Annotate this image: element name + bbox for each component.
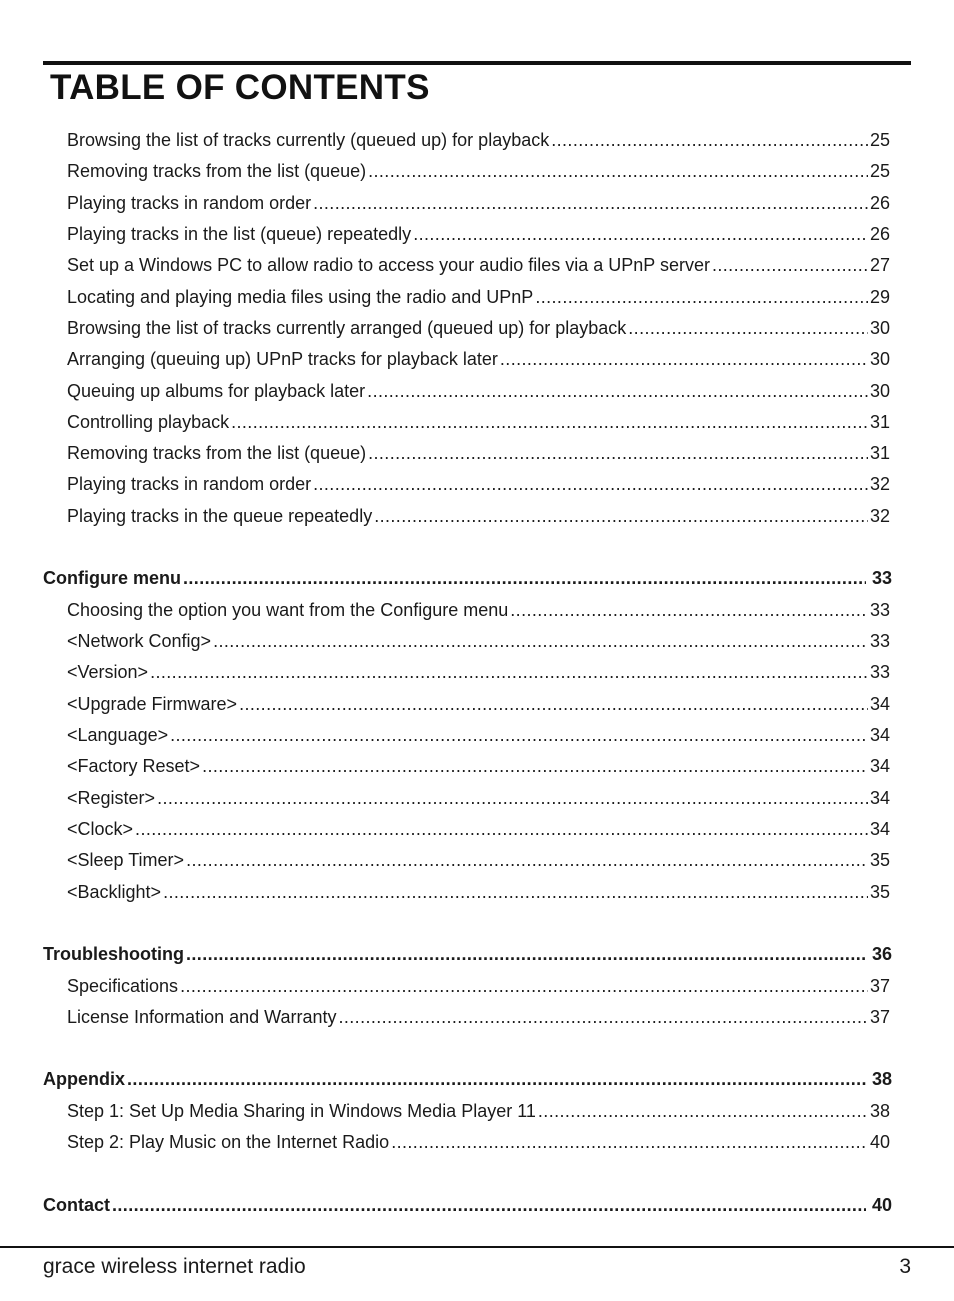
toc-entry[interactable] — [67, 848, 890, 872]
dot-leader — [170, 723, 868, 747]
footer-rule — [0, 1246, 954, 1248]
dot-leader — [135, 817, 868, 841]
dot-leader — [367, 379, 868, 403]
toc-entry-page-number: 30 — [869, 381, 890, 401]
toc-section-entry[interactable] — [43, 942, 892, 966]
dot-leader — [551, 128, 868, 152]
dot-leader — [157, 786, 868, 810]
toc-entry-page-number: 40 — [869, 1132, 890, 1152]
dot-leader — [374, 504, 868, 528]
dot-leader — [391, 1130, 868, 1154]
toc-entry-title: Removing tracks from the list (queue) — [67, 443, 367, 463]
dot-leader — [213, 629, 868, 653]
toc-entry[interactable] — [67, 754, 890, 778]
dot-leader — [313, 191, 868, 215]
toc-entry-page-number: 34 — [869, 725, 890, 745]
toc-entry[interactable] — [67, 159, 890, 183]
dot-leader — [500, 347, 868, 371]
toc-entry-page-number: 34 — [869, 819, 890, 839]
toc-entry-title: Step 1: Set Up Media Sharing in Windows Media Player 11 — [67, 1101, 536, 1121]
footer-product-name: grace wireless internet radio — [43, 1255, 306, 1278]
toc-entry-page-number: 31 — [869, 443, 890, 463]
toc-entry-page-number: 32 — [869, 474, 890, 494]
toc-entry[interactable] — [67, 1130, 890, 1154]
dot-leader — [183, 566, 866, 590]
dot-leader — [313, 472, 868, 496]
toc-entry-page-number: 26 — [869, 193, 890, 213]
dot-leader — [338, 1005, 868, 1029]
toc-entry-title: Playing tracks in random order — [67, 193, 312, 213]
toc-entry-page-number: 30 — [869, 349, 890, 369]
toc-entry-title: Browsing the list of tracks currently (queued up) for playback — [67, 130, 550, 150]
toc-entry-title: Queuing up albums for playback later — [67, 381, 366, 401]
dot-leader — [535, 285, 868, 309]
toc-entry-page-number: 26 — [869, 224, 890, 244]
toc-entry[interactable] — [67, 410, 890, 434]
dot-leader — [231, 410, 868, 434]
dot-leader — [150, 660, 868, 684]
toc-entry-page-number: 36 — [871, 944, 892, 964]
toc-entry-title: Contact — [43, 1195, 110, 1215]
toc-entry[interactable] — [67, 692, 890, 716]
toc-entry[interactable] — [67, 974, 890, 998]
toc-entry-page-number: 37 — [869, 976, 890, 996]
toc-entry[interactable] — [67, 441, 890, 465]
toc-entry-title: <Network Config> — [67, 631, 212, 651]
toc-entry-page-number: 33 — [869, 662, 890, 682]
toc-entry-page-number: 33 — [871, 568, 892, 588]
toc-entry-title: <Factory Reset> — [67, 756, 201, 776]
toc-entry-page-number: 25 — [869, 130, 890, 150]
dot-leader — [413, 222, 868, 246]
toc-entry-title: <Backlight> — [67, 882, 162, 902]
toc-entry[interactable] — [67, 1099, 890, 1123]
toc-entry-page-number: 33 — [869, 600, 890, 620]
toc-entry[interactable] — [67, 817, 890, 841]
dot-leader — [186, 942, 866, 966]
toc-entry[interactable] — [67, 660, 890, 684]
dot-leader — [180, 974, 868, 998]
toc-entry-title: Locating and playing media files using the radio and UPnP — [67, 287, 534, 307]
dot-leader — [202, 754, 868, 778]
toc-entry[interactable] — [67, 598, 890, 622]
toc-entry-page-number: 35 — [869, 850, 890, 870]
toc-entry-title: Browsing the list of tracks currently arranged (queued up) for playback — [67, 318, 627, 338]
toc-section-entry[interactable] — [43, 566, 892, 590]
toc-entry-title: <Register> — [67, 788, 156, 808]
toc-entry[interactable] — [67, 316, 890, 340]
toc-entry-title: <Sleep Timer> — [67, 850, 185, 870]
toc-entry-page-number: 29 — [869, 287, 890, 307]
toc-entry[interactable] — [67, 629, 890, 653]
toc-entry-page-number: 30 — [869, 318, 890, 338]
toc-entry-title: <Version> — [67, 662, 149, 682]
toc-entry-page-number: 31 — [869, 412, 890, 432]
toc-entry-page-number: 38 — [869, 1101, 890, 1121]
toc-entry-page-number: 27 — [869, 255, 890, 275]
dot-leader — [368, 441, 868, 465]
dot-leader — [712, 253, 868, 277]
toc-entry-title: Arranging (queuing up) UPnP tracks for playback later — [67, 349, 498, 369]
toc-entry-title: Set up a Windows PC to allow radio to access your audio files via a UPnP server — [67, 255, 710, 275]
toc-entry-page-number: 34 — [869, 756, 890, 776]
toc-entry[interactable] — [67, 285, 890, 309]
toc-entry[interactable] — [67, 1005, 890, 1029]
toc-entry-title: Playing tracks in random order — [67, 474, 312, 494]
toc-entry-title: Choosing the option you want from the Configure menu — [67, 600, 509, 620]
dot-leader — [538, 1099, 868, 1123]
toc-entry-page-number: 38 — [871, 1069, 892, 1089]
toc-entry[interactable] — [67, 379, 890, 403]
toc-entry[interactable] — [67, 347, 890, 371]
toc-entry-page-number: 32 — [869, 506, 890, 526]
dot-leader — [112, 1193, 866, 1217]
footer-page-number: 3 — [899, 1255, 911, 1278]
toc-entry-page-number: 37 — [869, 1007, 890, 1027]
dot-leader — [186, 848, 868, 872]
toc-entry-title: Playing tracks in the queue repeatedly — [67, 506, 373, 526]
toc-entry[interactable] — [67, 191, 890, 215]
dot-leader — [163, 880, 868, 904]
toc-entry-title: Controlling playback — [67, 412, 230, 432]
toc-entry[interactable] — [67, 504, 890, 528]
toc-entry[interactable] — [67, 253, 890, 277]
toc-entry[interactable] — [67, 723, 890, 747]
toc-entry-title: License Information and Warranty — [67, 1007, 337, 1027]
toc-section-entry[interactable] — [43, 1067, 892, 1091]
dot-leader — [510, 598, 868, 622]
toc-entry-title: Removing tracks from the list (queue) — [67, 161, 367, 181]
toc-entry-page-number: 33 — [869, 631, 890, 651]
toc-entry-page-number: 25 — [869, 161, 890, 181]
toc-entry-page-number: 40 — [871, 1195, 892, 1215]
toc-entry[interactable] — [67, 128, 890, 152]
toc-entry-title: Troubleshooting — [43, 944, 184, 964]
toc-entry-title: Appendix — [43, 1069, 126, 1089]
toc-entry[interactable] — [67, 880, 890, 904]
toc-entry-title: <Language> — [67, 725, 169, 745]
toc-entry-page-number: 35 — [869, 882, 890, 902]
dot-leader — [127, 1067, 866, 1091]
toc-entry-page-number: 34 — [869, 788, 890, 808]
toc-entry-title: Step 2: Play Music on the Internet Radio — [67, 1132, 390, 1152]
toc-entry[interactable] — [67, 472, 890, 496]
toc-entry[interactable] — [67, 222, 890, 246]
dot-leader — [628, 316, 868, 340]
toc-section-entry[interactable] — [43, 1193, 892, 1217]
toc-entry[interactable] — [67, 786, 890, 810]
toc-entry-title: Playing tracks in the list (queue) repeatedly — [67, 224, 412, 244]
toc-entry-title: <Upgrade Firmware> — [67, 694, 238, 714]
dot-leader — [239, 692, 868, 716]
page-title: TABLE OF CONTENTS — [50, 68, 430, 107]
toc-entry-title: Configure menu — [43, 568, 181, 588]
top-rule — [43, 61, 911, 65]
toc-entry-title: <Clock> — [67, 819, 134, 839]
dot-leader — [368, 159, 868, 183]
toc-entry-title: Specifications — [67, 976, 179, 996]
toc-entry-page-number: 34 — [869, 694, 890, 714]
